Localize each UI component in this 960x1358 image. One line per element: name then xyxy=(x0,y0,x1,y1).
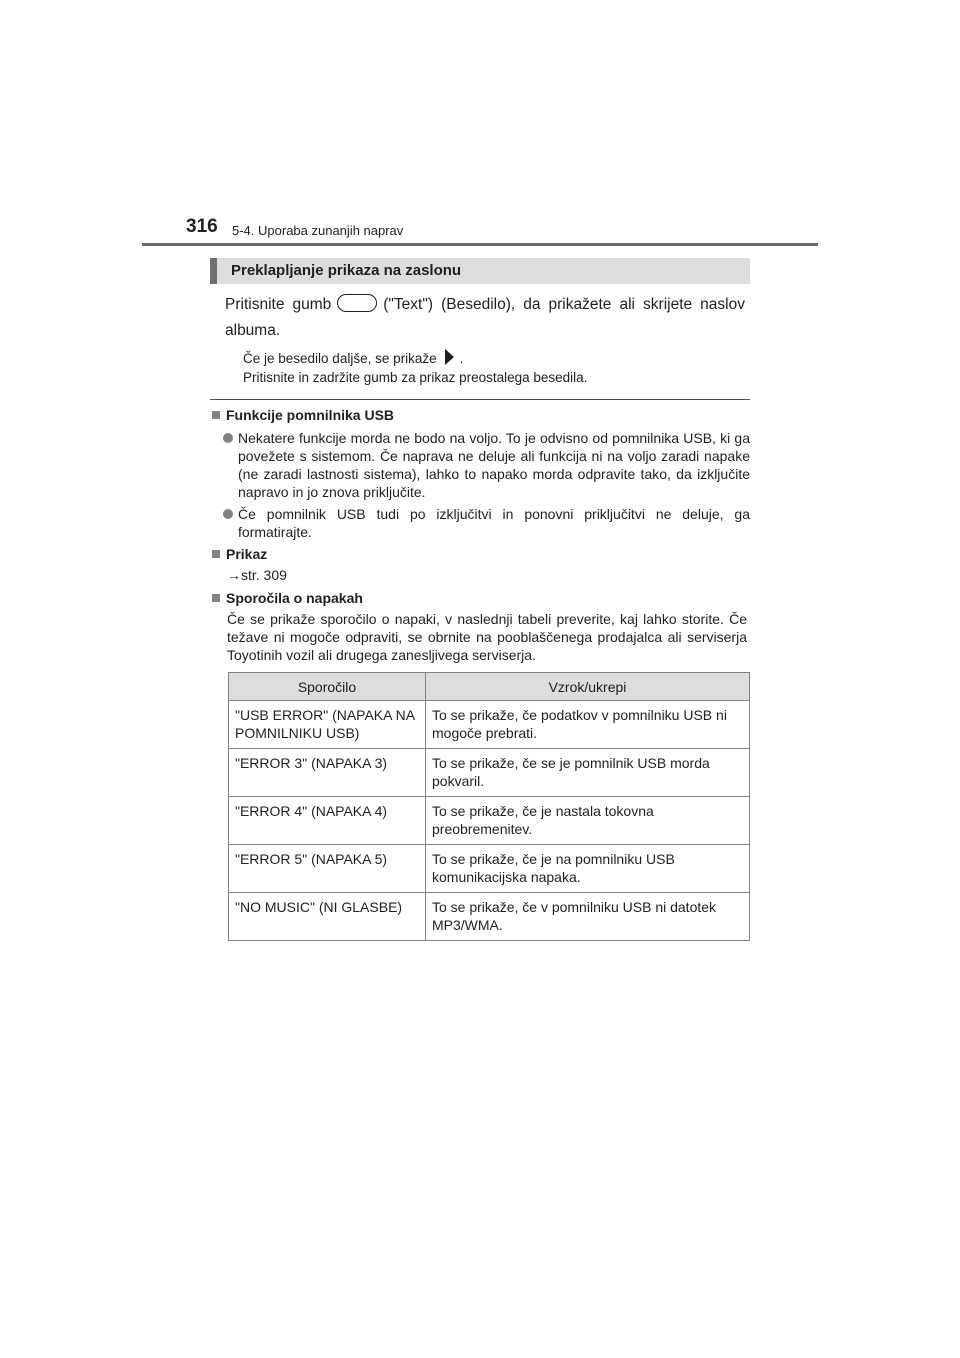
divider xyxy=(210,399,750,400)
table-header-cause: Vzrok/ukrepi xyxy=(426,673,750,701)
table-cell-message: "NO MUSIC" (NI GLASBE) xyxy=(229,893,426,941)
messages-heading xyxy=(212,589,363,607)
table-row xyxy=(229,797,750,845)
table-header-message: Sporočilo xyxy=(229,673,426,701)
bullet-dot-icon xyxy=(223,509,233,519)
usb-heading-text: Funkcije pomnilnika USB xyxy=(226,407,395,423)
text-button-icon xyxy=(337,294,377,312)
table-cell-message: "USB ERROR" (NAPAKA NA POMNILNIKU USB) xyxy=(229,701,426,749)
bullet-dot-icon xyxy=(223,433,233,443)
square-bullet-icon xyxy=(212,594,220,602)
table-cell-message: "ERROR 4" (NAPAKA 4) xyxy=(229,797,426,845)
intro-text-after: ("Text") (Besedilo), da prikažete ali skrijete naslov albuma. xyxy=(225,296,745,339)
table-cell-cause: To se prikaže, če je nastala tokovna preobremenitev. xyxy=(426,797,750,845)
table-cell-message: "ERROR 5" (NAPAKA 5) xyxy=(229,845,426,893)
table-cell-cause: To se prikaže, če podatkov v pomnilniku USB ni mogoče prebrati. xyxy=(426,701,750,749)
usb-bullet-2-text: Če pomnilnik USB tudi po izključitvi in ponovni priključitvi ne deluje, ga formatirajte. xyxy=(238,506,750,540)
messages-heading-text: Sporočila o napakah xyxy=(226,590,363,606)
section-title: 5-4. Uporaba zunanjih naprav xyxy=(232,223,404,238)
subsection-bar xyxy=(210,258,750,284)
table-row xyxy=(229,893,750,941)
messages-text: Če se prikaže sporočilo o napaki, v naslednji tabeli preverite, kaj lahko storite. Če težave ni mogoče odpraviti, se obrnite na pooblaščenega prodajalca ali serviserja Toyotinih vozil ali drugega zanesljivega serviserja. xyxy=(227,611,747,663)
display-heading-text: Prikaz xyxy=(226,546,268,562)
table-cell-cause: To se prikaže, če v pomnilniku USB ni datotek MP3/WMA. xyxy=(426,893,750,941)
intro-paragraph xyxy=(225,292,745,344)
usb-bullet-1 xyxy=(223,429,750,501)
usb-bullet-1-text: Nekatere funkcije morda ne bodo na voljo. To je odvisno od pomnilnika USB, ki ga povežete s sistemom. Če naprava ne deluje ali funkcija ni na voljo zaradi napake (ne zaradi lastnosti sistema), lahko to napako morda odpravite tako, da izključite napravo in jo znova priključite. xyxy=(238,430,750,500)
display-heading xyxy=(212,545,267,563)
right-triangle-icon xyxy=(445,349,454,365)
error-table xyxy=(228,672,750,941)
table-cell-message: "ERROR 3" (NAPAKA 3) xyxy=(229,749,426,797)
table-row xyxy=(229,701,750,749)
table-cell-cause: To se prikaže, če je na pomnilniku USB komunikacijska napaka. xyxy=(426,845,750,893)
intro-text-before: Pritisnite gumb xyxy=(225,296,332,313)
table-row xyxy=(229,749,750,797)
header-rule xyxy=(142,243,818,246)
table-cell-cause: To se prikaže, če se je pomnilnik USB morda pokvaril. xyxy=(426,749,750,797)
note-long-text xyxy=(243,349,753,368)
subsection-title: Preklapljanje prikaza na zaslonu xyxy=(231,262,462,279)
page-number: 316 xyxy=(186,216,218,237)
note-hold-button: Pritisnite in zadržite gumb za prikaz preostalega besedila. xyxy=(243,370,588,385)
note-1-after: . xyxy=(459,351,464,366)
table-row xyxy=(229,845,750,893)
note-1-before: Če je besedilo daljše, se prikaže xyxy=(243,351,437,366)
usb-bullet-2 xyxy=(223,505,750,541)
square-bullet-icon xyxy=(212,411,220,419)
usb-heading xyxy=(212,406,394,424)
square-bullet-icon xyxy=(212,550,220,558)
table-header-row xyxy=(229,673,750,701)
display-reference: →str. 309 xyxy=(227,567,287,583)
